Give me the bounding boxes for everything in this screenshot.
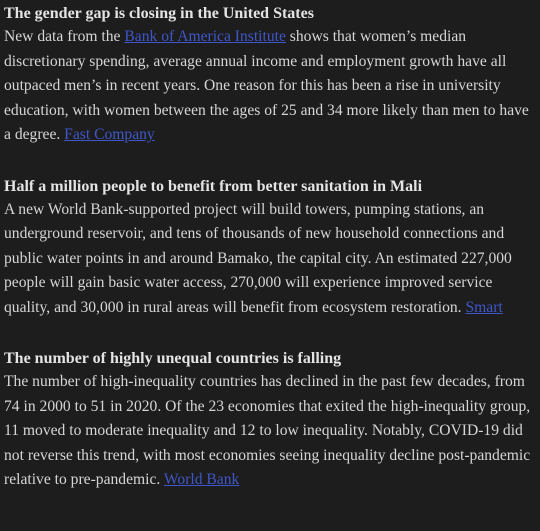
story-headline: The number of highly unequal countries is falling — [4, 350, 342, 367]
story-gender-gap — [4, 4, 536, 148]
source-link-fast-company[interactable]: Fast Company — [64, 126, 155, 143]
story-body-text: New data from the — [4, 28, 125, 45]
story-body — [4, 25, 536, 148]
story-body-text: The number of high-inequality countries has declined in the past few decades, from 74 in 2000 to 51 in 2020. Of the 23 economies that exited the high-inequality group, 11 moved to moderate inequality and 12 to low inequality. Notably, COVID-19 did not reverse this trend, with most economies seeing inequality decline post-pandemic relative to pre-pandemic. — [4, 373, 531, 488]
story-inequality — [4, 349, 536, 493]
story-body-text: A new World Bank-supported project will build towers, pumping stations, an underground reservoir, and tens of thousands of new household connections and public water points in and around Bamako, the capital city. An estimated 227,000 people will gain basic water access, 270,000 will experience improved service quality, and 30,000 in rural areas will benefit from ecosystem restoration. — [4, 200, 512, 316]
story-mali-sanitation — [4, 177, 536, 321]
story-body — [4, 370, 536, 493]
story-body — [4, 198, 536, 321]
source-link-smart[interactable]: Smart — [465, 298, 503, 316]
story-headline: Half a million people to benefit from better sanitation in Mali — [4, 177, 423, 195]
source-link-world-bank[interactable]: World Bank — [163, 471, 240, 488]
story-headline: The gender gap is closing in the United States — [4, 5, 314, 22]
bank-of-america-institute-link[interactable]: Bank of America Institute — [124, 28, 286, 45]
story-body-text: shows that women’s median discretionary spending, average annual income and employment growth have all outpaced men’s in recent years. One reason for this has been a rise in university education, with women between the ages of 25 and 34 more likely than men to have a degree. — [4, 28, 529, 143]
